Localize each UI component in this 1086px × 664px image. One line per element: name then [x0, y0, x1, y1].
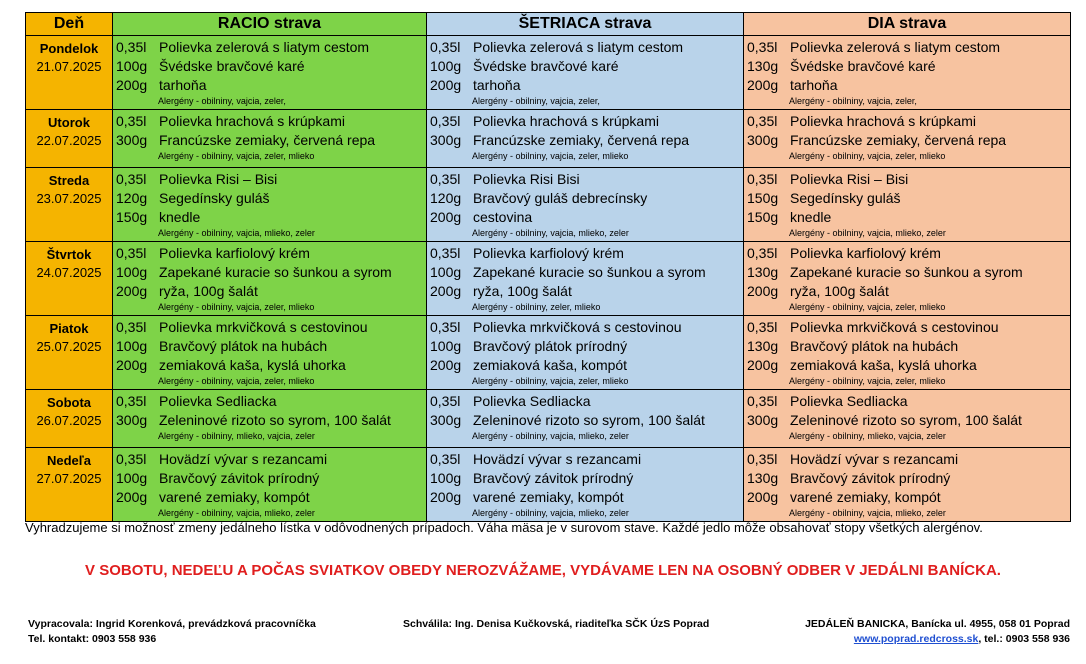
allergens: Alergény - obilniny, vajcia, zeler, mlieko [158, 376, 315, 386]
dish-name: tarhoňa [790, 77, 838, 93]
menu-cell-setriaca [427, 110, 744, 168]
dish-name: Bravčový závitok prírodný [473, 470, 634, 486]
menu-line [427, 337, 743, 356]
portion-size: 200g [747, 489, 779, 505]
allergens: Alergény - obilniny, vajcia, mlieko, zeler [789, 508, 946, 518]
day-cell [26, 168, 113, 242]
menu-cell-racio [113, 316, 427, 390]
portion-size: 300g [747, 412, 779, 428]
menu-line [113, 38, 426, 57]
menu-line [427, 263, 743, 282]
portion-size: 300g [430, 412, 462, 428]
portion-size: 0,35l [430, 113, 461, 129]
menu-line [427, 131, 743, 150]
portion-size: 0,35l [430, 393, 461, 409]
menu-line [744, 392, 1070, 411]
portion-size: 200g [430, 283, 462, 299]
allergens: Alergény - obilniny, mlieko, vajcia, zeler [158, 431, 315, 441]
day-date: 23.07.2025 [36, 191, 102, 206]
dish-name: Zapekané kuracie so šunkou a syrom [790, 264, 1023, 280]
menu-line [427, 469, 743, 488]
menu-line [427, 57, 743, 76]
allergens: Alergény - obilniny, vajcia, mlieko, zeler [158, 508, 315, 518]
pickup-notice: V SOBOTU, NEDEĽU A POČAS SVIATKOV OBEDY NEROZVÁŽAME, VYDÁVAME LEN NA OSOBNÝ ODBER V JEDÁLNI BANÍCKA. [85, 562, 1001, 579]
portion-size: 100g [116, 470, 148, 486]
dish-name: ryža, 100g šalát [473, 283, 572, 299]
dish-name: Francúzske zemiaky, červená repa [473, 132, 690, 148]
menu-line [427, 208, 743, 227]
day-date: 24.07.2025 [36, 265, 102, 280]
menu-line [113, 282, 426, 301]
menu-line [113, 131, 426, 150]
menu-line [113, 318, 426, 337]
menu-cell-dia [744, 110, 1071, 168]
header-racio: RACIO strava [113, 13, 427, 36]
day-row [26, 36, 1071, 110]
portion-size: 0,35l [430, 171, 461, 187]
dish-name: Bravčový plátok na hubách [159, 338, 328, 354]
portion-size: 200g [747, 357, 779, 373]
menu-cell-dia [744, 36, 1071, 110]
portion-size: 130g [747, 264, 779, 280]
menu-cell-racio [113, 110, 427, 168]
website-link[interactable]: www.poprad.redcross.sk [853, 633, 979, 645]
dish-name: ryža, 100g šalát [159, 283, 258, 299]
portion-size: 100g [116, 338, 148, 354]
dish-name: Polievka Risi – Bisi [790, 171, 909, 187]
dish-name: Polievka Sedliacka [473, 393, 591, 409]
portion-size: 100g [430, 58, 462, 74]
menu-line [744, 170, 1070, 189]
menu-body [26, 36, 1071, 522]
portion-size: 120g [116, 190, 148, 206]
dish-name: varené zemiaky, kompót [790, 489, 941, 505]
prepared-by: Vypracovala: Ingrid Korenková, prevádzková pracovníčka [28, 618, 316, 630]
footer-approved [403, 617, 709, 632]
day-row [26, 110, 1071, 168]
dish-name: Polievka karfiolový krém [790, 245, 941, 261]
dish-name: Polievka karfiolový krém [159, 245, 310, 261]
dish-name: Polievka hrachová s krúpkami [473, 113, 659, 129]
menu-line [113, 392, 426, 411]
portion-size: 200g [430, 77, 462, 93]
dish-name: Bravčový plátok prírodný [473, 338, 628, 354]
dish-name: Francúzske zemiaky, červená repa [159, 132, 376, 148]
menu-line [744, 469, 1070, 488]
header-day: Deň [26, 13, 113, 36]
dish-name: zemiaková kaša, kyslá uhorka [159, 357, 346, 373]
menu-line [427, 356, 743, 375]
dish-name: Francúzske zemiaky, červená repa [790, 132, 1007, 148]
website-line [805, 632, 1070, 647]
menu-line [113, 112, 426, 131]
dish-name: Švédske bravčové karé [159, 58, 305, 74]
day-cell [26, 242, 113, 316]
day-row [26, 316, 1071, 390]
footer-prepared [28, 617, 316, 647]
allergens: Alergény - obilniny, vajcia, zeler, mlieko [472, 151, 629, 161]
menu-line [427, 318, 743, 337]
dish-name: Polievka mrkvičková s cestovinou [159, 319, 368, 335]
dish-name: Polievka Sedliacka [790, 393, 908, 409]
menu-cell-racio [113, 168, 427, 242]
day-name: Utorok [48, 115, 90, 130]
menu-line [744, 337, 1070, 356]
menu-line [427, 392, 743, 411]
header-dia: DIA strava [744, 13, 1071, 36]
dish-name: Polievka karfiolový krém [473, 245, 624, 261]
day-name: Nedeľa [46, 453, 92, 468]
menu-line [427, 244, 743, 263]
allergens: Alergény - obilniny, vajcia, zeler, mlieko [158, 151, 315, 161]
menu-cell-racio [113, 36, 427, 110]
dish-name: varené zemiaky, kompót [159, 489, 310, 505]
day-date: 27.07.2025 [36, 471, 102, 486]
menu-line [744, 131, 1070, 150]
dish-name: Polievka zelerová s liatym cestom [790, 39, 1001, 55]
menu-line [744, 76, 1070, 95]
portion-size: 0,35l [747, 171, 778, 187]
dish-name: Bravčový guláš debrecínsky [473, 190, 648, 206]
portion-size: 100g [116, 264, 148, 280]
day-date: 26.07.2025 [36, 413, 102, 428]
portion-size: 300g [116, 412, 148, 428]
dish-name: Polievka hrachová s krúpkami [159, 113, 345, 129]
portion-size: 300g [430, 132, 462, 148]
portion-size: 0,35l [116, 171, 147, 187]
menu-line [744, 38, 1070, 57]
menu-line [744, 263, 1070, 282]
dish-name: Zapekané kuracie so šunkou a syrom [473, 264, 706, 280]
dish-name: Bravčový závitok prírodný [159, 470, 320, 486]
menu-cell-dia [744, 242, 1071, 316]
menu-cell-dia [744, 168, 1071, 242]
menu-line [744, 189, 1070, 208]
portion-size: 0,35l [430, 39, 461, 55]
dish-name: Polievka zelerová s liatym cestom [473, 39, 684, 55]
portion-size: 0,35l [747, 319, 778, 335]
day-name: Streda [48, 173, 90, 188]
portion-size: 200g [430, 489, 462, 505]
dish-name: Hovädzí vývar s rezancami [159, 451, 328, 467]
portion-size: 200g [430, 357, 462, 373]
menu-cell-dia [744, 448, 1071, 522]
portion-size: 150g [116, 209, 148, 225]
menu-line [427, 411, 743, 430]
portion-size: 200g [116, 489, 148, 505]
portion-size: 150g [747, 190, 779, 206]
portion-size: 100g [430, 338, 462, 354]
dish-name: Polievka Risi – Bisi [159, 171, 278, 187]
dish-name: Polievka mrkvičková s cestovinou [790, 319, 999, 335]
portion-size: 0,35l [747, 245, 778, 261]
portion-size: 0,35l [116, 113, 147, 129]
portion-size: 100g [116, 58, 148, 74]
dish-name: tarhoňa [159, 77, 207, 93]
menu-cell-dia [744, 390, 1071, 448]
menu-cell-setriaca [427, 316, 744, 390]
allergens: Alergény - obilniny, vajcia, zeler, [472, 96, 600, 106]
canteen-address: JEDÁLEŇ BANICKA, Banícka ul. 4955, 058 01 Poprad [805, 618, 1070, 630]
portion-size: 0,35l [430, 245, 461, 261]
menu-line [113, 356, 426, 375]
menu-line [744, 282, 1070, 301]
portion-size: 120g [430, 190, 462, 206]
menu-line [427, 282, 743, 301]
day-name: Piatok [49, 321, 89, 336]
menu-line [113, 469, 426, 488]
dish-name: knedle [790, 209, 832, 225]
dish-name: tarhoňa [473, 77, 521, 93]
portion-size: 0,35l [747, 113, 778, 129]
dish-name: Bravčový plátok na hubách [790, 338, 959, 354]
portion-size: 150g [747, 209, 779, 225]
weekly-menu-table [25, 12, 1071, 522]
portion-size: 130g [747, 338, 779, 354]
menu-line [744, 450, 1070, 469]
menu-line [744, 411, 1070, 430]
menu-line [427, 488, 743, 507]
disclaimer-note: Vyhradzujeme si možnosť zmeny jedálneho lístka v odôvodnených prípadoch. Váha mäsa je v surovom stave. Každé jedlo môže obsahovať stopy všetkých alergénov. [25, 520, 983, 535]
menu-line [113, 263, 426, 282]
menu-cell-setriaca [427, 390, 744, 448]
allergens: Alergény - obilniny, vajcia, mlieko, zeler [472, 431, 629, 441]
allergens: Alergény - obilniny, vajcia, mlieko, zeler [472, 508, 629, 518]
portion-size: 200g [430, 209, 462, 225]
day-date: 21.07.2025 [36, 59, 102, 74]
dish-name: varené zemiaky, kompót [473, 489, 624, 505]
table-header-row [26, 13, 1071, 36]
day-cell [26, 110, 113, 168]
contact-phone: Tel. kontakt: 0903 558 936 [28, 633, 157, 645]
menu-line [744, 488, 1070, 507]
menu-cell-setriaca [427, 242, 744, 316]
allergens: Alergény - obilniny, vajcia, zeler, mlieko [472, 376, 629, 386]
allergens: Alergény - obilniny, vajcia, zeler, mlieko [789, 151, 946, 161]
dish-name: Zapekané kuracie so šunkou a syrom [159, 264, 392, 280]
menu-line [744, 356, 1070, 375]
dish-name: Polievka Sedliacka [159, 393, 277, 409]
header-setriaca: ŠETRIACA strava [427, 13, 744, 36]
dish-name: Zeleninové rizoto so syrom, 100 šalát [473, 412, 705, 428]
day-name: Pondelok [39, 41, 99, 56]
menu-cell-racio [113, 448, 427, 522]
menu-line [113, 76, 426, 95]
dish-name: Polievka mrkvičková s cestovinou [473, 319, 682, 335]
portion-size: 0,35l [430, 451, 461, 467]
allergens: Alergény - obilniny, mlieko, vajcia, zeler [789, 431, 946, 441]
dish-name: ryža, 100g šalát [790, 283, 889, 299]
portion-size: 200g [747, 77, 779, 93]
day-name: Štvrtok [46, 247, 92, 262]
menu-line [113, 488, 426, 507]
menu-cell-racio [113, 390, 427, 448]
portion-size: 100g [430, 264, 462, 280]
dish-name: cestovina [473, 209, 533, 225]
portion-size: 0,35l [747, 451, 778, 467]
menu-line [744, 112, 1070, 131]
day-row [26, 448, 1071, 522]
allergens: Alergény - obilniny, vajcia, zeler, [158, 96, 286, 106]
dish-name: Segedínsky guláš [159, 190, 270, 206]
allergens: Alergény - obilniny, vajcia, zeler, [789, 96, 917, 106]
dish-name: Zeleninové rizoto so syrom, 100 šalát [159, 412, 391, 428]
dish-name: Polievka hrachová s krúpkami [790, 113, 976, 129]
menu-line [744, 318, 1070, 337]
dish-name: zemiaková kaša, kompót [473, 357, 628, 373]
day-cell [26, 448, 113, 522]
dish-name: Polievka zelerová s liatym cestom [159, 39, 370, 55]
day-name: Sobota [46, 395, 92, 410]
dish-name: knedle [159, 209, 201, 225]
menu-line [744, 208, 1070, 227]
day-cell [26, 390, 113, 448]
portion-size: 300g [116, 132, 148, 148]
menu-line [427, 76, 743, 95]
menu-line [113, 337, 426, 356]
menu-line [427, 450, 743, 469]
menu-cell-dia [744, 316, 1071, 390]
portion-size: 200g [747, 283, 779, 299]
menu-cell-racio [113, 242, 427, 316]
dish-name: Hovädzí vývar s rezancami [473, 451, 642, 467]
menu-line [113, 450, 426, 469]
menu-line [113, 208, 426, 227]
day-date: 22.07.2025 [36, 133, 102, 148]
menu-line [113, 57, 426, 76]
menu-cell-setriaca [427, 168, 744, 242]
allergens: Alergény - obilniny, vajcia, mlieko, zeler [789, 228, 946, 238]
allergens: Alergény - obilniny, vajcia, zeler, mlieko [789, 376, 946, 386]
menu-cell-setriaca [427, 448, 744, 522]
footer-address [805, 617, 1070, 647]
portion-size: 0,35l [116, 451, 147, 467]
day-cell [26, 316, 113, 390]
approved-by: Schválila: Ing. Denisa Kučkovská, riaditeľka SČK ÚzS Poprad [403, 618, 710, 630]
portion-size: 0,35l [747, 393, 778, 409]
day-row [26, 242, 1071, 316]
menu-line [427, 170, 743, 189]
day-row [26, 168, 1071, 242]
allergens: Alergény - obilniny, zeler, mlieko [472, 302, 601, 312]
day-row [26, 390, 1071, 448]
portion-size: 0,35l [116, 393, 147, 409]
portion-size: 300g [747, 132, 779, 148]
menu-line [427, 112, 743, 131]
menu-line [113, 244, 426, 263]
portion-size: 200g [116, 357, 148, 373]
menu-line [427, 189, 743, 208]
dish-name: Švédske bravčové karé [790, 58, 936, 74]
allergens: Alergény - obilniny, vajcia, mlieko, zeler [158, 228, 315, 238]
dish-name: zemiaková kaša, kyslá uhorka [790, 357, 977, 373]
menu-cell-setriaca [427, 36, 744, 110]
portion-size: 0,35l [116, 39, 147, 55]
portion-size: 130g [747, 58, 779, 74]
menu-line [113, 170, 426, 189]
dish-name: Bravčový závitok prírodný [790, 470, 951, 486]
menu-line [744, 57, 1070, 76]
website-phone: , tel.: 0903 558 936 [978, 633, 1070, 645]
allergens: Alergény - obilniny, vajcia, zeler, mlieko [158, 302, 315, 312]
portion-size: 130g [747, 470, 779, 486]
portion-size: 0,35l [116, 245, 147, 261]
portion-size: 200g [116, 283, 148, 299]
menu-line [427, 38, 743, 57]
allergens: Alergény - obilniny, vajcia, zeler, mlieko [789, 302, 946, 312]
day-cell [26, 36, 113, 110]
day-date: 25.07.2025 [36, 339, 102, 354]
portion-size: 0,35l [747, 39, 778, 55]
portion-size: 0,35l [430, 319, 461, 335]
portion-size: 0,35l [116, 319, 147, 335]
dish-name: Polievka Risi Bisi [473, 171, 580, 187]
dish-name: Zeleninové rizoto so syrom, 100 šalát [790, 412, 1022, 428]
portion-size: 200g [116, 77, 148, 93]
portion-size: 100g [430, 470, 462, 486]
dish-name: Hovädzí vývar s rezancami [790, 451, 959, 467]
dish-name: Segedínsky guláš [790, 190, 901, 206]
menu-line [113, 189, 426, 208]
allergens: Alergény - obilniny, vajcia, mlieko, zeler [472, 228, 629, 238]
menu-line [113, 411, 426, 430]
dish-name: Švédske bravčové karé [473, 58, 619, 74]
menu-line [744, 244, 1070, 263]
